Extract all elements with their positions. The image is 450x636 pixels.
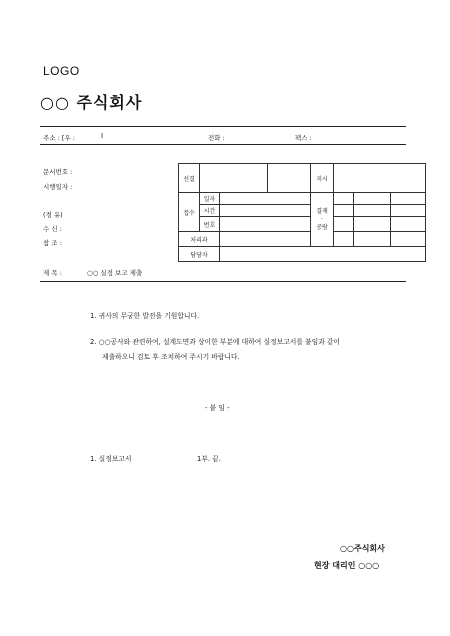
cell-approval-1: [334, 193, 354, 205]
cell-damdangja-value: [220, 247, 426, 262]
cell-approval-8: [354, 217, 391, 232]
fax-label: 팩스 :: [295, 134, 312, 142]
signature-agent: 현장 대리인 ○○○: [314, 561, 380, 570]
attachment-qty: 1부. 끝.: [197, 455, 221, 463]
cell-seongyeol: 선결: [179, 164, 200, 193]
cell-ilja-value: [220, 193, 311, 205]
cell-ilja: 일자: [200, 193, 220, 205]
cell-beonho: 번호: [200, 217, 220, 232]
cell-sigan-value: [220, 205, 311, 217]
cell-gyeoljae-gongram: [311, 193, 334, 247]
cell-seongyeol-value2: [268, 164, 311, 193]
cell-jisi-value: [334, 164, 426, 193]
company-name: ○○ 주식회사: [40, 93, 143, 112]
dot-text: ·: [321, 215, 323, 223]
cell-approval-6: [391, 205, 426, 217]
subject-rule: [40, 281, 406, 282]
approval-stamp-table: [178, 163, 426, 262]
cell-jisi: 지시: [311, 164, 334, 193]
cell-cheorigwa-value: [220, 232, 311, 247]
cell-approval-11: [354, 232, 391, 247]
reference-label: 참 조 :: [43, 239, 62, 247]
subject-value: ○○ 실정 보고 제출: [87, 269, 143, 277]
gyeoljae-text: 결재: [316, 207, 328, 215]
cell-approval-4: [334, 205, 354, 217]
cell-approval-5: [354, 205, 391, 217]
header-top-rule: [40, 126, 406, 127]
cell-sigan: 시간: [200, 205, 220, 217]
attachment-title: - 붙 임 -: [205, 404, 230, 412]
cell-seongyeol-value: [200, 164, 268, 193]
date-label: 시행일자 :: [43, 183, 73, 191]
recipient-label: 수 신 :: [43, 225, 62, 233]
cell-approval-7: [334, 217, 354, 232]
attachment-item: 1. 실정보고서: [90, 455, 132, 463]
body-item-2-line-2: 제출하오니 검토 후 조치하여 주시기 바랍니다.: [102, 353, 240, 361]
gongram-text: 공람: [316, 223, 328, 231]
header-bottom-rule: [40, 144, 406, 145]
doc-number-label: 문서번호 :: [43, 168, 73, 176]
body-item-2-line-1: 2. ○○공사와 관련하여, 설계도면과 상이한 부분에 대하여 실정보고서를 붙임과 같이: [90, 338, 341, 346]
address-cursor[interactable]: I: [101, 132, 104, 140]
cell-approval-2: [354, 193, 391, 205]
address-label: 주소 : [우 :: [43, 134, 75, 142]
cell-approval-9: [391, 217, 426, 232]
cell-approval-10: [334, 232, 354, 247]
cell-beonho-value: [220, 217, 311, 232]
cell-damdangja: 담당자: [179, 247, 220, 262]
phone-label: 전화 :: [208, 134, 225, 142]
signature-company: ○○주식회사: [340, 544, 385, 553]
body-item-1: 1. 귀사의 무궁한 발전을 기원합니다.: [90, 312, 200, 320]
logo-text: LOGO: [43, 64, 80, 78]
via-label: (경 유): [43, 211, 63, 219]
subject-label: 제 목 :: [43, 269, 62, 277]
cell-approval-3: [391, 193, 426, 205]
cell-cheorigwa: 처리과: [179, 232, 220, 247]
cell-jeopsu: 접수: [179, 193, 200, 232]
cell-approval-12: [391, 232, 426, 247]
